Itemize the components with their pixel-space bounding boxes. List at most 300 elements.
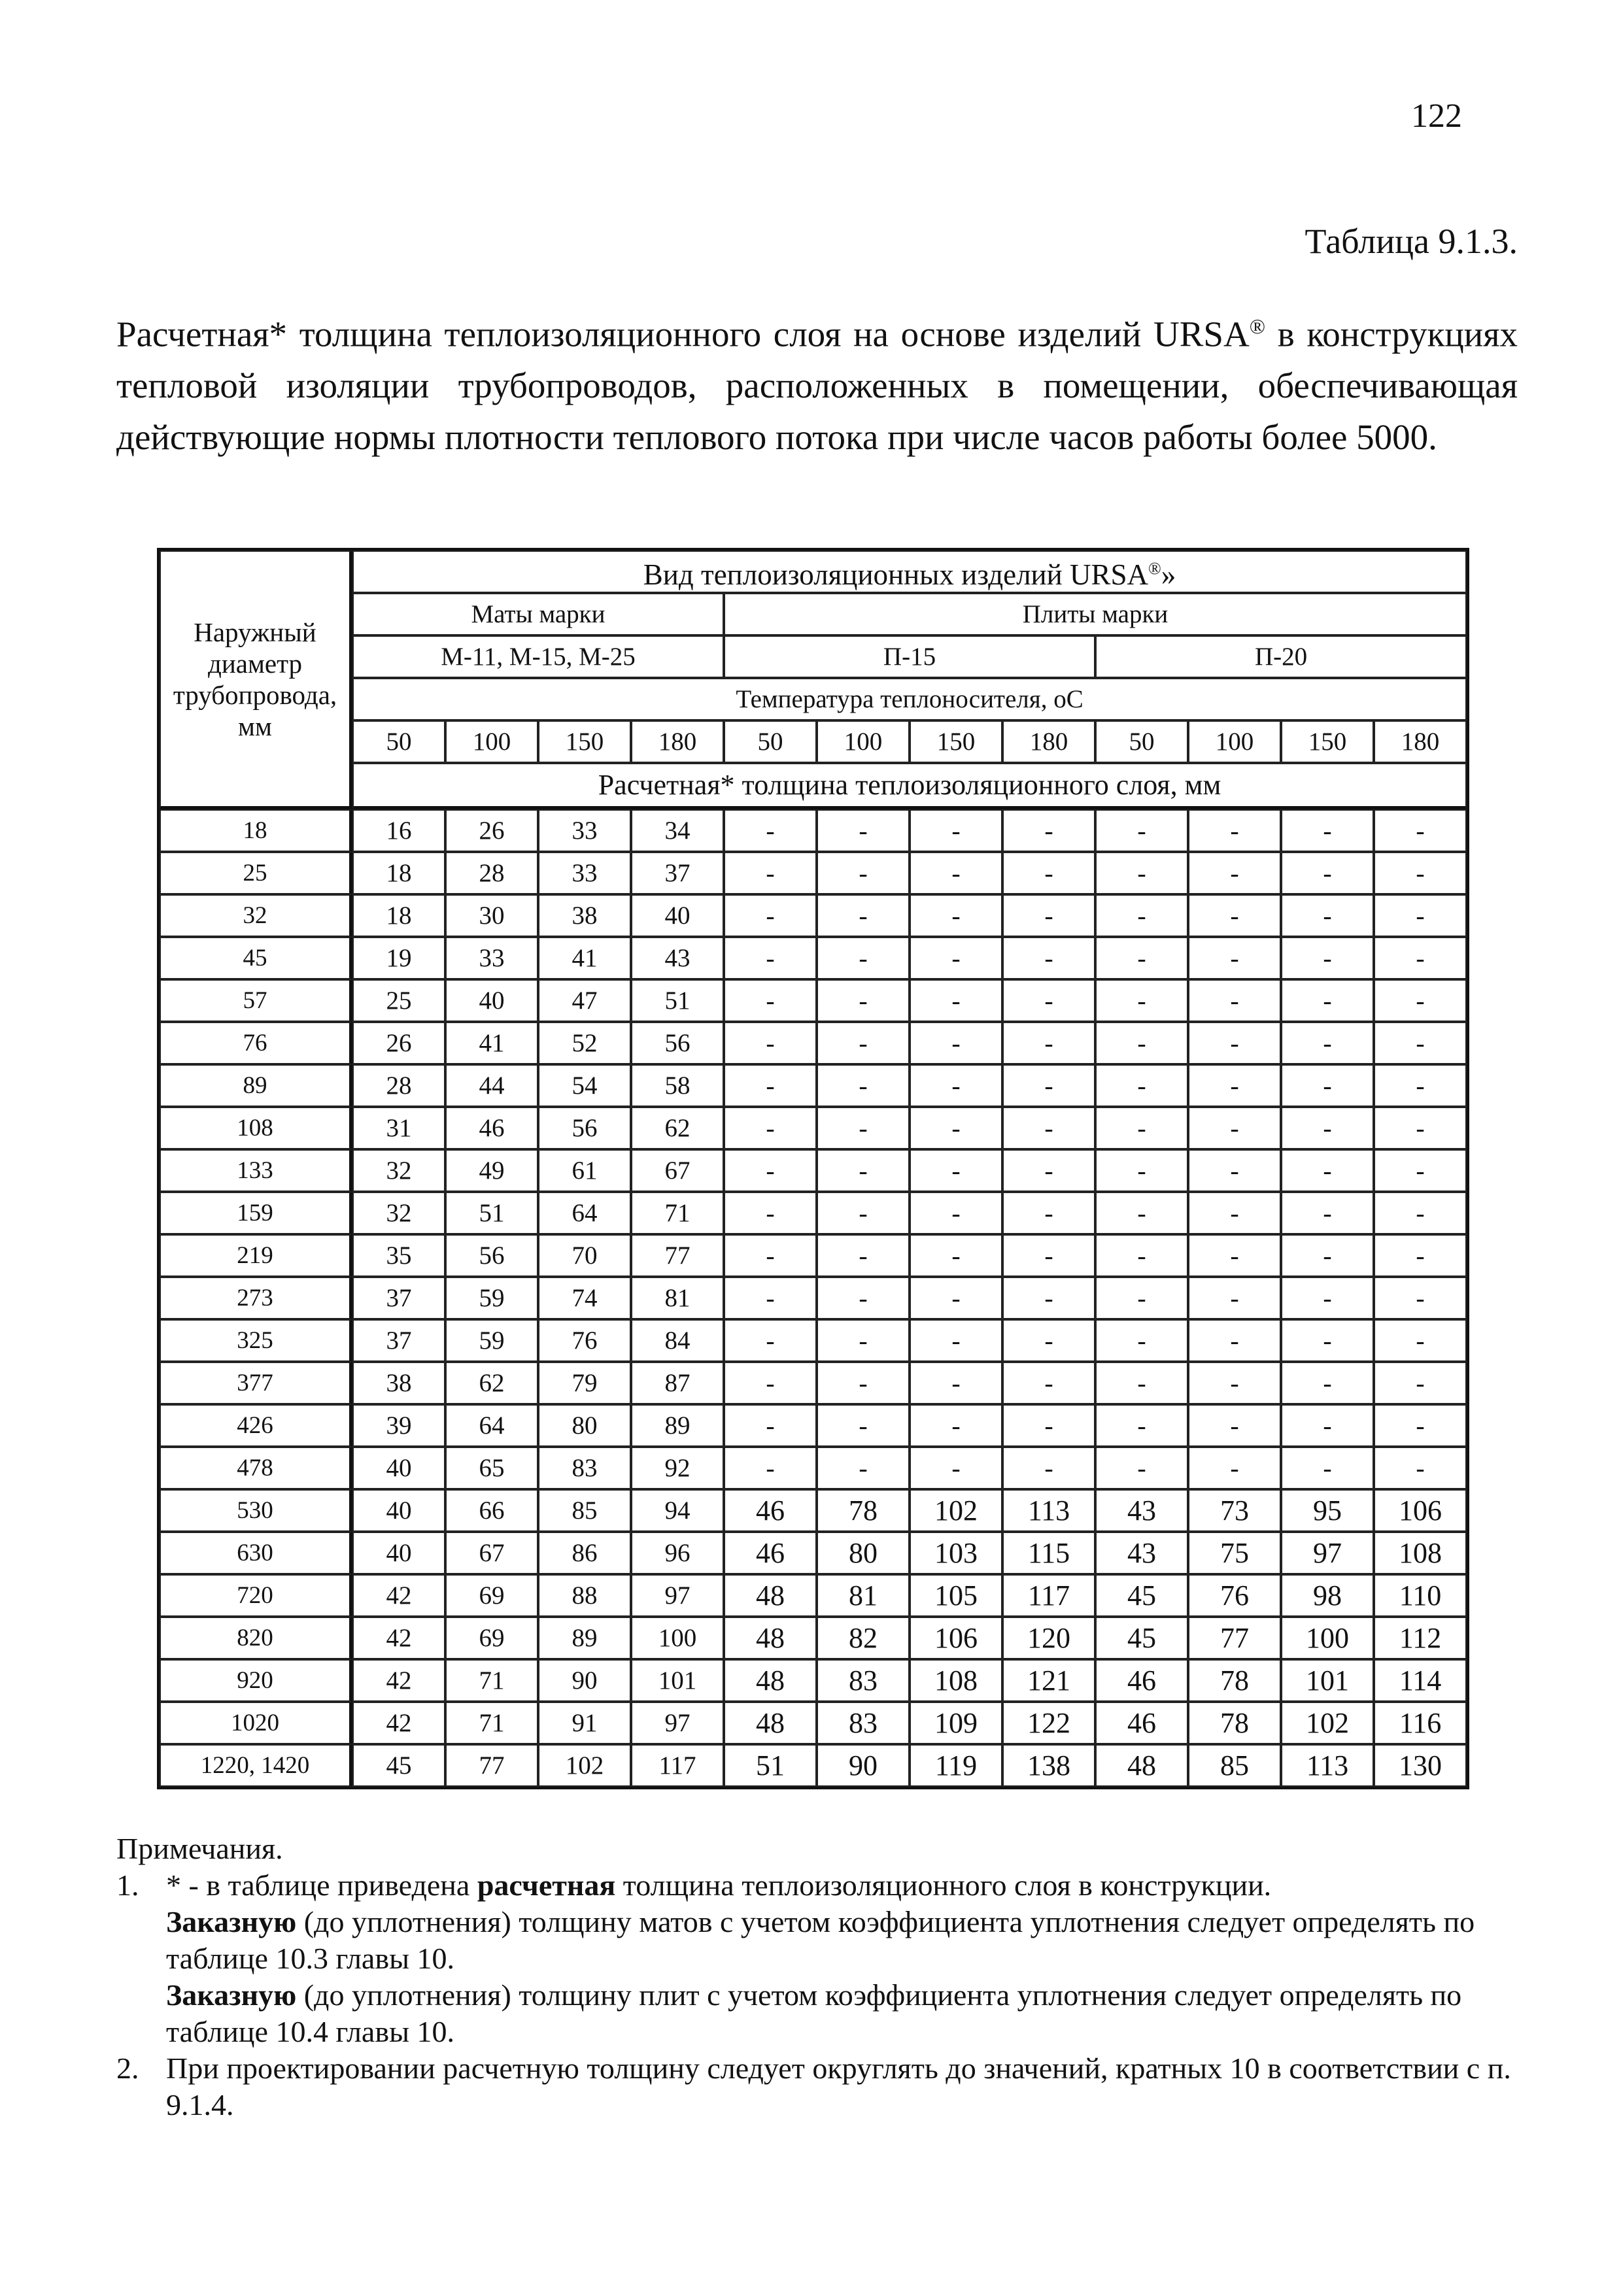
table-row — [160, 1532, 1467, 1574]
thickness-cell: - — [910, 1234, 1002, 1277]
table-row — [160, 1022, 1467, 1064]
thickness-cell: 108 — [910, 1659, 1002, 1702]
thickness-cell: 89 — [538, 1617, 631, 1659]
thickness-cell: 102 — [538, 1744, 631, 1787]
temperature-cell: 150 — [910, 720, 1002, 763]
thickness-cell: 32 — [352, 1149, 445, 1192]
thickness-cell: 32 — [352, 1192, 445, 1234]
thickness-cell: 46 — [724, 1532, 817, 1574]
thickness-cell: - — [1095, 1022, 1188, 1064]
products-header-tail: » — [1161, 558, 1176, 591]
thickness-cell: 62 — [631, 1107, 724, 1149]
thickness-cell: - — [1374, 1277, 1467, 1319]
thickness-cell: 71 — [445, 1702, 538, 1744]
thickness-cell: - — [724, 809, 817, 852]
thickness-cell: 45 — [1095, 1617, 1188, 1659]
thickness-cell: 33 — [538, 852, 631, 894]
thickness-cell: 56 — [445, 1234, 538, 1277]
thickness-cell: 37 — [631, 852, 724, 894]
thickness-cell: 42 — [352, 1617, 445, 1659]
thickness-cell: - — [817, 852, 910, 894]
thickness-cell: - — [1188, 1064, 1281, 1107]
note-1a-bold: Заказную — [166, 1905, 297, 1938]
thickness-cell: 49 — [445, 1149, 538, 1192]
thickness-cell: 48 — [724, 1659, 817, 1702]
thickness-cell: 43 — [1095, 1532, 1188, 1574]
thickness-cell: - — [1374, 1149, 1467, 1192]
thickness-cell: 59 — [445, 1319, 538, 1362]
thickness-cell: 77 — [1188, 1617, 1281, 1659]
thickness-cell: - — [1095, 937, 1188, 979]
thickness-cell: - — [817, 894, 910, 937]
diameter-cell: 325 — [160, 1319, 352, 1362]
thickness-cell: - — [817, 1319, 910, 1362]
thickness-cell: - — [910, 1319, 1002, 1362]
thickness-cell: 97 — [1281, 1532, 1374, 1574]
thickness-cell: - — [910, 1107, 1002, 1149]
thickness-cell: 90 — [538, 1659, 631, 1702]
brand-p15-header: П-15 — [724, 635, 1095, 678]
thickness-cell: 42 — [352, 1702, 445, 1744]
thickness-cell: 91 — [538, 1702, 631, 1744]
thickness-cell: - — [1002, 979, 1095, 1022]
thickness-cell: 109 — [910, 1702, 1002, 1744]
thickness-cell: - — [1188, 1277, 1281, 1319]
thickness-cell: - — [1281, 1234, 1374, 1277]
thickness-cell: - — [1095, 1149, 1188, 1192]
thickness-cell: - — [910, 1022, 1002, 1064]
thickness-cell: 117 — [1002, 1574, 1095, 1617]
thickness-cell: - — [1095, 1064, 1188, 1107]
thickness-table-wrapper — [157, 548, 1469, 1789]
thickness-cell: 78 — [1188, 1702, 1281, 1744]
diameter-cell: 108 — [160, 1107, 352, 1149]
thickness-cell: 18 — [352, 852, 445, 894]
thickness-cell: 89 — [631, 1404, 724, 1447]
table-row — [160, 1404, 1467, 1447]
note-1b-text: (до уплотнения) толщину плит с учетом коэффициента уплотнения следует определять по таблице 10.4 главы 10. — [166, 1978, 1462, 2048]
thickness-cell: 43 — [631, 937, 724, 979]
thickness-cell: 77 — [445, 1744, 538, 1787]
diameter-cell: 25 — [160, 852, 352, 894]
thickness-cell: - — [1281, 1064, 1374, 1107]
thickness-cell: - — [1002, 1022, 1095, 1064]
temperature-cell: 150 — [1281, 720, 1374, 763]
thickness-table — [157, 548, 1469, 1789]
thickness-cell: - — [1095, 1319, 1188, 1362]
thickness-cell: - — [1002, 1234, 1095, 1277]
thickness-cell: 106 — [1374, 1489, 1467, 1532]
temperature-cell: 180 — [1002, 720, 1095, 763]
thickness-cell: - — [724, 852, 817, 894]
thickness-cell: 122 — [1002, 1702, 1095, 1744]
note-1 — [116, 1867, 1522, 1904]
thickness-cell: - — [1374, 1107, 1467, 1149]
thickness-cell: - — [1374, 1404, 1467, 1447]
thickness-cell: 79 — [538, 1362, 631, 1404]
thickness-cell: - — [724, 979, 817, 1022]
thickness-cell: - — [910, 1362, 1002, 1404]
result-header: Расчетная* толщина теплоизоляционного слоя, мм — [352, 763, 1467, 809]
note-1b-bold: Заказную — [166, 1978, 297, 2012]
thickness-cell: 97 — [631, 1702, 724, 1744]
diameter-cell: 530 — [160, 1489, 352, 1532]
thickness-cell: 51 — [724, 1744, 817, 1787]
brand-p20-header: П-20 — [1095, 635, 1467, 678]
thickness-cell: - — [724, 1319, 817, 1362]
thickness-cell: - — [1002, 894, 1095, 937]
header-row-products — [160, 550, 1467, 593]
thickness-cell: 46 — [445, 1107, 538, 1149]
thickness-cell: 85 — [1188, 1744, 1281, 1787]
thickness-cell: 75 — [1188, 1532, 1281, 1574]
thickness-cell: 65 — [445, 1447, 538, 1489]
table-row — [160, 1234, 1467, 1277]
thickness-cell: - — [1095, 1107, 1188, 1149]
thickness-cell: 51 — [445, 1192, 538, 1234]
thickness-cell: - — [1374, 852, 1467, 894]
thickness-cell: 52 — [538, 1022, 631, 1064]
thickness-cell: - — [817, 1404, 910, 1447]
thickness-cell: - — [910, 979, 1002, 1022]
thickness-cell: - — [1188, 979, 1281, 1022]
thickness-cell: - — [1281, 894, 1374, 937]
thickness-cell: - — [910, 1447, 1002, 1489]
temperature-cell: 50 — [352, 720, 445, 763]
thickness-cell: 46 — [1095, 1659, 1188, 1702]
temperature-cell: 100 — [817, 720, 910, 763]
thickness-cell: - — [1095, 1404, 1188, 1447]
thickness-cell: - — [1095, 979, 1188, 1022]
thickness-cell: - — [724, 1277, 817, 1319]
temperature-cell: 100 — [445, 720, 538, 763]
thickness-cell: 45 — [352, 1744, 445, 1787]
diameter-cell: 45 — [160, 937, 352, 979]
thickness-cell: - — [1002, 1107, 1095, 1149]
table-row — [160, 1447, 1467, 1489]
header-row-temperature-values — [160, 720, 1467, 763]
thickness-cell: 40 — [631, 894, 724, 937]
thickness-cell: 70 — [538, 1234, 631, 1277]
thickness-cell: - — [1281, 1022, 1374, 1064]
thickness-cell: - — [910, 1192, 1002, 1234]
diameter-cell: 426 — [160, 1404, 352, 1447]
temperature-cell: 50 — [724, 720, 817, 763]
thickness-cell: - — [1095, 809, 1188, 852]
title-part2: в конструкциях тепловой изоляции трубопроводов, расположенных в помещении, обеспечивающая действующие нормы плотности теплового потока при числе часов работы более 5000. — [116, 314, 1518, 458]
thickness-cell: - — [817, 1277, 910, 1319]
thickness-cell: - — [817, 1064, 910, 1107]
thickness-cell: 80 — [538, 1404, 631, 1447]
thickness-cell: - — [1095, 894, 1188, 937]
note-1a-text: (до уплотнения) толщину матов с учетом коэффициента уплотнения следует определять по таблице 10.3 главы 10. — [166, 1905, 1475, 1975]
diameter-cell: 159 — [160, 1192, 352, 1234]
thickness-cell: - — [1002, 1404, 1095, 1447]
thickness-cell: 94 — [631, 1489, 724, 1532]
thickness-cell: 101 — [1281, 1659, 1374, 1702]
thickness-cell: 19 — [352, 937, 445, 979]
diameter-cell: 18 — [160, 809, 352, 852]
thickness-cell: 33 — [538, 809, 631, 852]
thickness-cell: 69 — [445, 1574, 538, 1617]
group-mats-header: Маты марки — [352, 593, 724, 635]
thickness-cell: 83 — [817, 1702, 910, 1744]
note-1-number: 1. — [116, 1868, 139, 1902]
thickness-cell: 81 — [817, 1574, 910, 1617]
thickness-cell: 88 — [538, 1574, 631, 1617]
table-row — [160, 1659, 1467, 1702]
thickness-cell: 98 — [1281, 1574, 1374, 1617]
diameter-cell: 57 — [160, 979, 352, 1022]
thickness-cell: - — [1188, 1149, 1281, 1192]
thickness-cell: - — [724, 1022, 817, 1064]
note-2-text: При проектировании расчетную толщину следует округлять до значений, кратных 10 в соответствии с п. 9.1.4. — [166, 2051, 1511, 2121]
table-row — [160, 1617, 1467, 1659]
diameter-cell: 89 — [160, 1064, 352, 1107]
thickness-cell: - — [1002, 1149, 1095, 1192]
thickness-cell: - — [1188, 1107, 1281, 1149]
thickness-cell: 113 — [1002, 1489, 1095, 1532]
thickness-cell: 82 — [817, 1617, 910, 1659]
thickness-cell: 100 — [1281, 1617, 1374, 1659]
thickness-cell: - — [817, 1192, 910, 1234]
thickness-cell: 34 — [631, 809, 724, 852]
thickness-cell: 138 — [1002, 1744, 1095, 1787]
thickness-cell: 84 — [631, 1319, 724, 1362]
thickness-cell: 45 — [1095, 1574, 1188, 1617]
thickness-cell: - — [1095, 1192, 1188, 1234]
thickness-cell: 16 — [352, 809, 445, 852]
thickness-cell: - — [1374, 1362, 1467, 1404]
diameter-cell: 820 — [160, 1617, 352, 1659]
thickness-cell: 26 — [352, 1022, 445, 1064]
thickness-cell: - — [817, 1447, 910, 1489]
thickness-cell: 105 — [910, 1574, 1002, 1617]
diameter-cell: 1020 — [160, 1702, 352, 1744]
thickness-cell: 48 — [724, 1574, 817, 1617]
thickness-cell: 73 — [1188, 1489, 1281, 1532]
thickness-cell: 78 — [1188, 1659, 1281, 1702]
thickness-cell: 69 — [445, 1617, 538, 1659]
thickness-cell: - — [817, 809, 910, 852]
thickness-cell: 56 — [538, 1107, 631, 1149]
table-row — [160, 937, 1467, 979]
thickness-cell: 28 — [352, 1064, 445, 1107]
brand-mats-header: М-11, М-15, М-25 — [352, 635, 724, 678]
thickness-cell: - — [1188, 894, 1281, 937]
temperature-cell: 180 — [631, 720, 724, 763]
thickness-cell: 110 — [1374, 1574, 1467, 1617]
thickness-cell: - — [724, 894, 817, 937]
thickness-cell: - — [724, 937, 817, 979]
thickness-cell: - — [1002, 1319, 1095, 1362]
thickness-cell: - — [817, 1149, 910, 1192]
thickness-cell: 67 — [445, 1532, 538, 1574]
thickness-cell: 76 — [538, 1319, 631, 1362]
thickness-cell: 67 — [631, 1149, 724, 1192]
thickness-cell: - — [1095, 852, 1188, 894]
thickness-cell: - — [1374, 1234, 1467, 1277]
thickness-cell: - — [1188, 1447, 1281, 1489]
thickness-cell: - — [1002, 1277, 1095, 1319]
table-row — [160, 1064, 1467, 1107]
group-plates-header: Плиты марки — [724, 593, 1467, 635]
thickness-cell: 39 — [352, 1404, 445, 1447]
thickness-cell: 115 — [1002, 1532, 1095, 1574]
thickness-cell: - — [910, 809, 1002, 852]
thickness-cell: 41 — [445, 1022, 538, 1064]
thickness-cell: 102 — [1281, 1702, 1374, 1744]
thickness-cell: 42 — [352, 1574, 445, 1617]
thickness-cell: - — [817, 979, 910, 1022]
thickness-cell: 78 — [817, 1489, 910, 1532]
thickness-cell: - — [910, 894, 1002, 937]
thickness-cell: 108 — [1374, 1532, 1467, 1574]
diameter-cell: 478 — [160, 1447, 352, 1489]
thickness-cell: 46 — [724, 1489, 817, 1532]
thickness-cell: - — [1374, 1319, 1467, 1362]
thickness-cell: - — [1188, 809, 1281, 852]
thickness-cell: 96 — [631, 1532, 724, 1574]
thickness-cell: - — [1281, 1107, 1374, 1149]
thickness-cell: - — [1002, 1064, 1095, 1107]
thickness-cell: 40 — [352, 1447, 445, 1489]
thickness-cell: 90 — [817, 1744, 910, 1787]
thickness-cell: 101 — [631, 1659, 724, 1702]
thickness-cell: - — [1281, 1362, 1374, 1404]
thickness-cell: - — [724, 1362, 817, 1404]
thickness-cell: - — [1281, 852, 1374, 894]
temperature-cell: 180 — [1374, 720, 1467, 763]
thickness-cell: 35 — [352, 1234, 445, 1277]
thickness-cell: - — [910, 1404, 1002, 1447]
thickness-cell: 81 — [631, 1277, 724, 1319]
thickness-cell: - — [1374, 1064, 1467, 1107]
thickness-cell: 112 — [1374, 1617, 1467, 1659]
thickness-cell: 71 — [631, 1192, 724, 1234]
header-row-result — [160, 763, 1467, 809]
table-row — [160, 1744, 1467, 1787]
thickness-cell: 40 — [445, 979, 538, 1022]
thickness-cell: - — [1002, 809, 1095, 852]
thickness-cell: 66 — [445, 1489, 538, 1532]
thickness-cell: 102 — [910, 1489, 1002, 1532]
table-row — [160, 1319, 1467, 1362]
thickness-cell: 30 — [445, 894, 538, 937]
thickness-cell: 37 — [352, 1277, 445, 1319]
thickness-cell: - — [1002, 937, 1095, 979]
thickness-cell: - — [724, 1064, 817, 1107]
table-row — [160, 1277, 1467, 1319]
diameter-cell: 377 — [160, 1362, 352, 1404]
thickness-cell: - — [1374, 1447, 1467, 1489]
thickness-cell: 119 — [910, 1744, 1002, 1787]
diameter-cell: 133 — [160, 1149, 352, 1192]
thickness-cell: - — [1002, 1192, 1095, 1234]
thickness-cell: 56 — [631, 1022, 724, 1064]
thickness-cell: - — [817, 937, 910, 979]
note-1-pre: * - в таблице приведена — [166, 1868, 477, 1902]
note-1-bold: расчетная — [477, 1868, 616, 1902]
note-1b — [116, 1977, 1522, 2050]
thickness-cell: 42 — [352, 1659, 445, 1702]
table-row — [160, 852, 1467, 894]
thickness-cell: 31 — [352, 1107, 445, 1149]
products-header-reg: ® — [1148, 559, 1161, 578]
thickness-cell: 86 — [538, 1532, 631, 1574]
thickness-cell: 113 — [1281, 1744, 1374, 1787]
thickness-cell: - — [1002, 1362, 1095, 1404]
thickness-cell: 85 — [538, 1489, 631, 1532]
thickness-cell: 117 — [631, 1744, 724, 1787]
table-row — [160, 1192, 1467, 1234]
table-row — [160, 1362, 1467, 1404]
thickness-cell: - — [1188, 1362, 1281, 1404]
thickness-cell: 80 — [817, 1532, 910, 1574]
thickness-cell: 76 — [1188, 1574, 1281, 1617]
thickness-cell: 62 — [445, 1362, 538, 1404]
thickness-cell: - — [1281, 1277, 1374, 1319]
thickness-cell: 59 — [445, 1277, 538, 1319]
thickness-cell: 83 — [817, 1659, 910, 1702]
thickness-cell: 106 — [910, 1617, 1002, 1659]
thickness-cell: 87 — [631, 1362, 724, 1404]
thickness-cell: - — [1188, 1404, 1281, 1447]
thickness-cell: - — [1281, 1404, 1374, 1447]
thickness-cell: - — [1281, 1149, 1374, 1192]
thickness-cell: - — [910, 1149, 1002, 1192]
thickness-cell: - — [1188, 1319, 1281, 1362]
page-number: 122 — [1411, 97, 1462, 135]
diameter-cell: 219 — [160, 1234, 352, 1277]
thickness-cell: 41 — [538, 937, 631, 979]
thickness-cell: 46 — [1095, 1702, 1188, 1744]
thickness-cell: 44 — [445, 1064, 538, 1107]
thickness-cell: 33 — [445, 937, 538, 979]
header-row-temperature — [160, 678, 1467, 720]
thickness-cell: - — [1281, 937, 1374, 979]
thickness-cell: - — [1281, 979, 1374, 1022]
thickness-cell: 43 — [1095, 1489, 1188, 1532]
thickness-cell: - — [910, 1277, 1002, 1319]
thickness-cell: 28 — [445, 852, 538, 894]
thickness-cell: 48 — [724, 1702, 817, 1744]
thickness-cell: 95 — [1281, 1489, 1374, 1532]
thickness-cell: - — [1095, 1234, 1188, 1277]
diameter-cell: 1220, 1420 — [160, 1744, 352, 1787]
thickness-cell: - — [910, 1064, 1002, 1107]
products-header — [352, 550, 1467, 593]
table-label: Таблица 9.1.3. — [1305, 222, 1518, 261]
thickness-cell: 97 — [631, 1574, 724, 1617]
thickness-cell: 47 — [538, 979, 631, 1022]
table-row — [160, 1149, 1467, 1192]
thickness-cell: 64 — [538, 1192, 631, 1234]
diameter-cell: 630 — [160, 1532, 352, 1574]
thickness-cell: 58 — [631, 1064, 724, 1107]
table-row — [160, 979, 1467, 1022]
thickness-cell: 100 — [631, 1617, 724, 1659]
thickness-cell: 64 — [445, 1404, 538, 1447]
diameter-cell: 273 — [160, 1277, 352, 1319]
thickness-cell: - — [1374, 1022, 1467, 1064]
thickness-cell: - — [1188, 1022, 1281, 1064]
thickness-cell: - — [1281, 1319, 1374, 1362]
note-1-text — [166, 1867, 1522, 1904]
diameter-cell: 920 — [160, 1659, 352, 1702]
thickness-cell: 37 — [352, 1319, 445, 1362]
thickness-cell: - — [817, 1362, 910, 1404]
